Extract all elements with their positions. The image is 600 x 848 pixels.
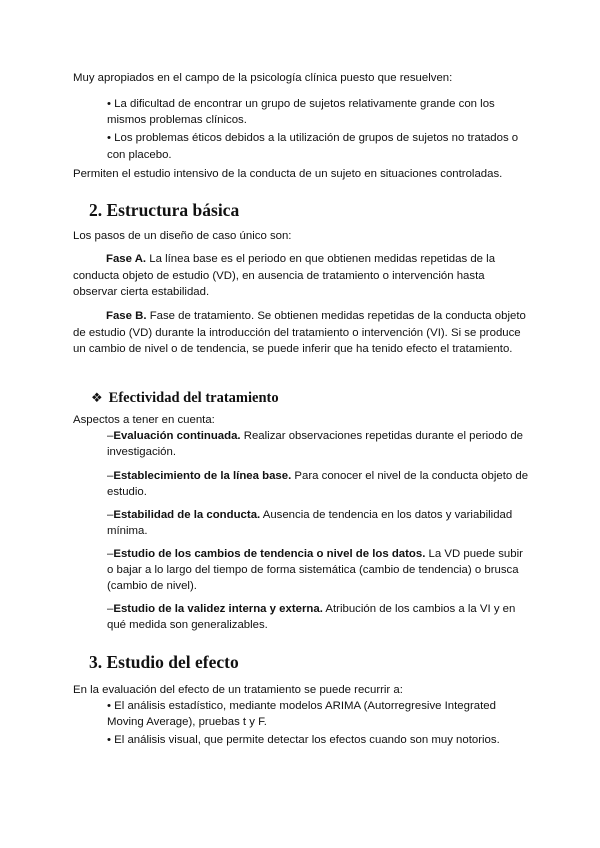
efectividad-item — [107, 468, 532, 500]
item-text: Para conocer el nivel de la conducta objeto de estudio. — [107, 470, 529, 499]
item-label: Evaluación continuada. — [113, 430, 241, 442]
section-3-bullet-item: • El análisis visual, que permite detectar los efectos cuando son muy notorios. — [107, 732, 532, 748]
item-label: Establecimiento de la línea base. — [113, 470, 292, 482]
item-text: Realizar observaciones repetidas durante el periodo de investigación. — [107, 430, 523, 459]
efectividad-item — [107, 546, 532, 595]
intro-bullet-item: • La dificultad de encontrar un grupo de sujetos relativamente grande con los mismos problemas clínicos. — [107, 96, 532, 128]
section-2-intro: Los pasos de un diseño de caso único son: — [73, 230, 292, 242]
fase-b-label: Fase B. — [106, 310, 147, 322]
efectividad-heading — [91, 390, 279, 407]
efectividad-title: Efectividad del tratamiento — [108, 390, 279, 406]
fase-a-text: La línea base es el periodo en que obtienen medidas repetidas de la conducta objeto de estudio (VD), en ausencia de tratamiento o intervención hasta observar cierta estabilidad. — [73, 253, 496, 298]
fase-b-text: Fase de tratamiento. Se obtienen medidas repetidas de la conducta objeto de estudio (VD) durante la introducción del tratamiento o intervención (VI). Si se produce un cambio de nivel o de tendencia, se puede inferir que ha tenido efecto el tratamiento. — [73, 310, 526, 355]
diamond-bullet-icon: ❖ — [91, 391, 103, 406]
intro-bullet-list — [107, 96, 532, 163]
item-label: Estudio de la validez interna y externa. — [113, 603, 323, 615]
intro-closing-paragraph: Permiten el estudio intensivo de la conducta de un sujeto en situaciones controladas. — [73, 168, 503, 180]
item-text: Atribución de los cambios a la VI y en qué medida son generalizables. — [107, 603, 516, 632]
section-3-heading: 3. Estudio del efecto — [89, 652, 239, 672]
fase-a-paragraph — [73, 251, 528, 301]
dash-bullet: – — [107, 603, 114, 615]
item-label: Estabilidad de la conducta. — [113, 509, 261, 521]
item-text: La VD puede subir o bajar a lo largo del tiempo de forma sistemática (cambio de tendencia) o brusca (cambio de nivel). — [107, 548, 523, 593]
section-2-heading: 2. Estructura básica — [89, 200, 240, 220]
dash-bullet: – — [107, 470, 114, 482]
item-label: Estudio de los cambios de tendencia o nivel de los datos. — [113, 548, 426, 560]
section-3-bullet-item: • El análisis estadístico, mediante modelos ARIMA (Autorregresive Integrated Moving Average), pruebas t y F. — [107, 698, 532, 730]
efectividad-item — [107, 601, 532, 633]
section-3-bullet-list — [107, 698, 532, 749]
item-text: Ausencia de tendencia en los datos y variabilidad mínima. — [107, 509, 513, 538]
dash-bullet: – — [107, 509, 114, 521]
dash-bullet: – — [107, 548, 114, 560]
intro-bullet-item: • Los problemas éticos debidos a la utilización de grupos de sujetos no tratados o con placebo. — [107, 130, 532, 162]
efectividad-item — [107, 428, 532, 460]
intro-paragraph: Muy apropiados en el campo de la psicología clínica puesto que resuelven: — [73, 72, 453, 84]
efectividad-item — [107, 507, 532, 539]
fase-b-paragraph — [73, 308, 528, 358]
section-3-intro: En la evaluación del efecto de un tratamiento se puede recurrir a: — [73, 684, 403, 696]
dash-bullet: – — [107, 430, 114, 442]
fase-a-label: Fase A. — [106, 253, 147, 265]
efectividad-intro: Aspectos a tener en cuenta: — [73, 414, 215, 426]
